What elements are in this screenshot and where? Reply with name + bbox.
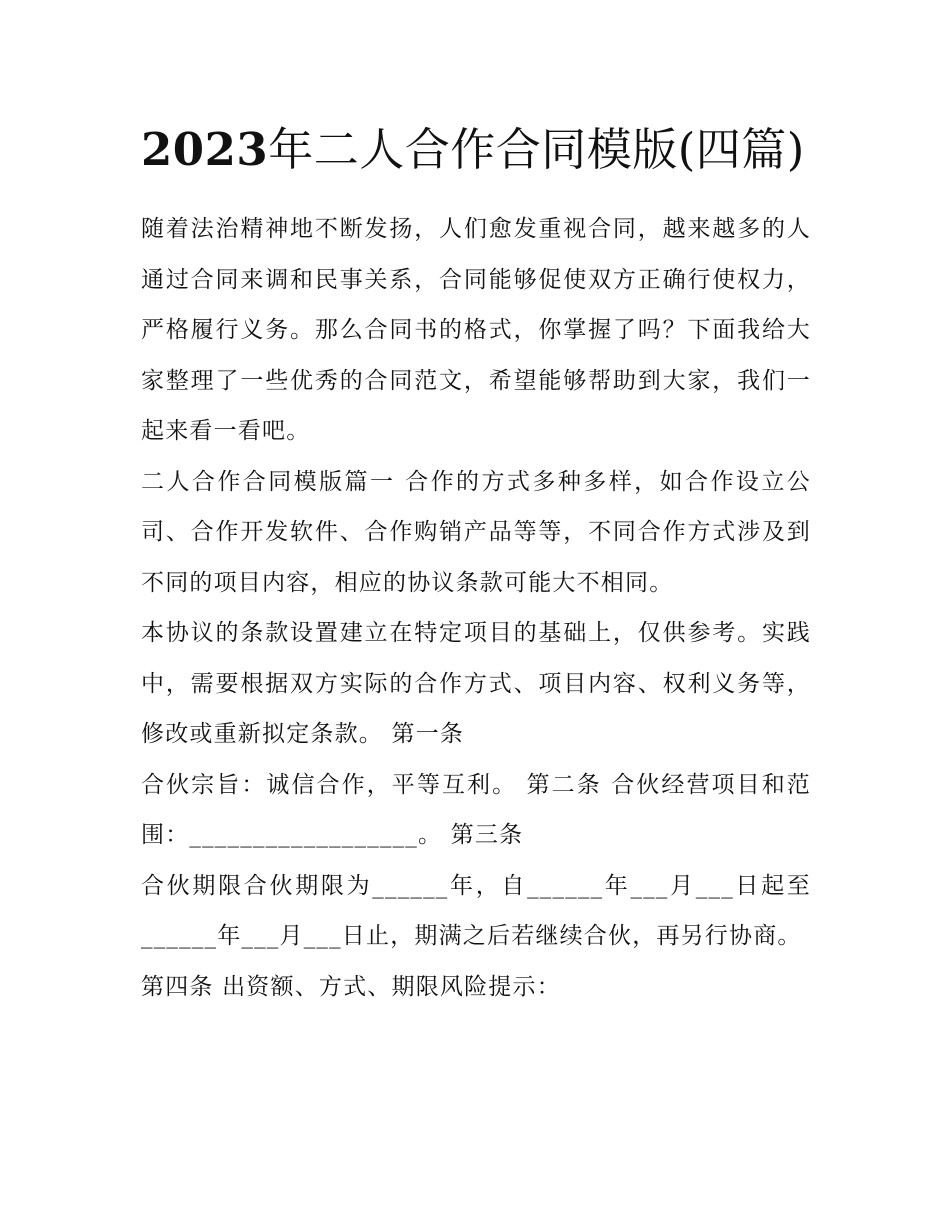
document-title xyxy=(141,118,811,182)
title-year: 2023 xyxy=(141,123,269,176)
paragraph-contribution: 第四条 出资额、方式、期限风险提示： xyxy=(141,973,561,1000)
intro-paragraph: 随着法治精神地不断发扬，人们愈发重视合同，越来越多的人通过合同来调和民事关系，合同能够促使双方正确行使权力，严格履行义务。那么合同书的格式，你掌握了吗？下面我给大家整理了一些优秀的合同范文，希望能够帮助到大家，我们一起来看一看吧。 xyxy=(141,216,811,444)
paragraph-disclaimer: 本协议的条款设置建立在特定项目的基础上，仅供参考。实践中，需要根据双方实际的合作方式、项目内容、权利义务等，修改或重新拟定条款。 第一条 xyxy=(141,620,811,747)
title-text: 年二人合作合同模版(四篇) xyxy=(268,123,805,176)
paragraph-template-one: 二人合作合同模版篇一 合作的方式多种多样，如合作设立公司、合作开发软件、合作购销产品等等，不同合作方式涉及到不同的项目内容，相应的协议条款可能大不相同。 xyxy=(141,468,811,596)
document-body xyxy=(141,204,811,1012)
paragraph-term: 合伙期限合伙期限为______年，自______年___月___日起至______年___月___日止，期满之后若继续合伙，再另行协商。 xyxy=(141,872,811,949)
paragraph-purpose-scope: 合伙宗旨：诚信合作，平等互利。 第二条 合伙经营项目和范围：__________________。 第三条 xyxy=(141,771,811,848)
document-content xyxy=(141,118,811,1012)
